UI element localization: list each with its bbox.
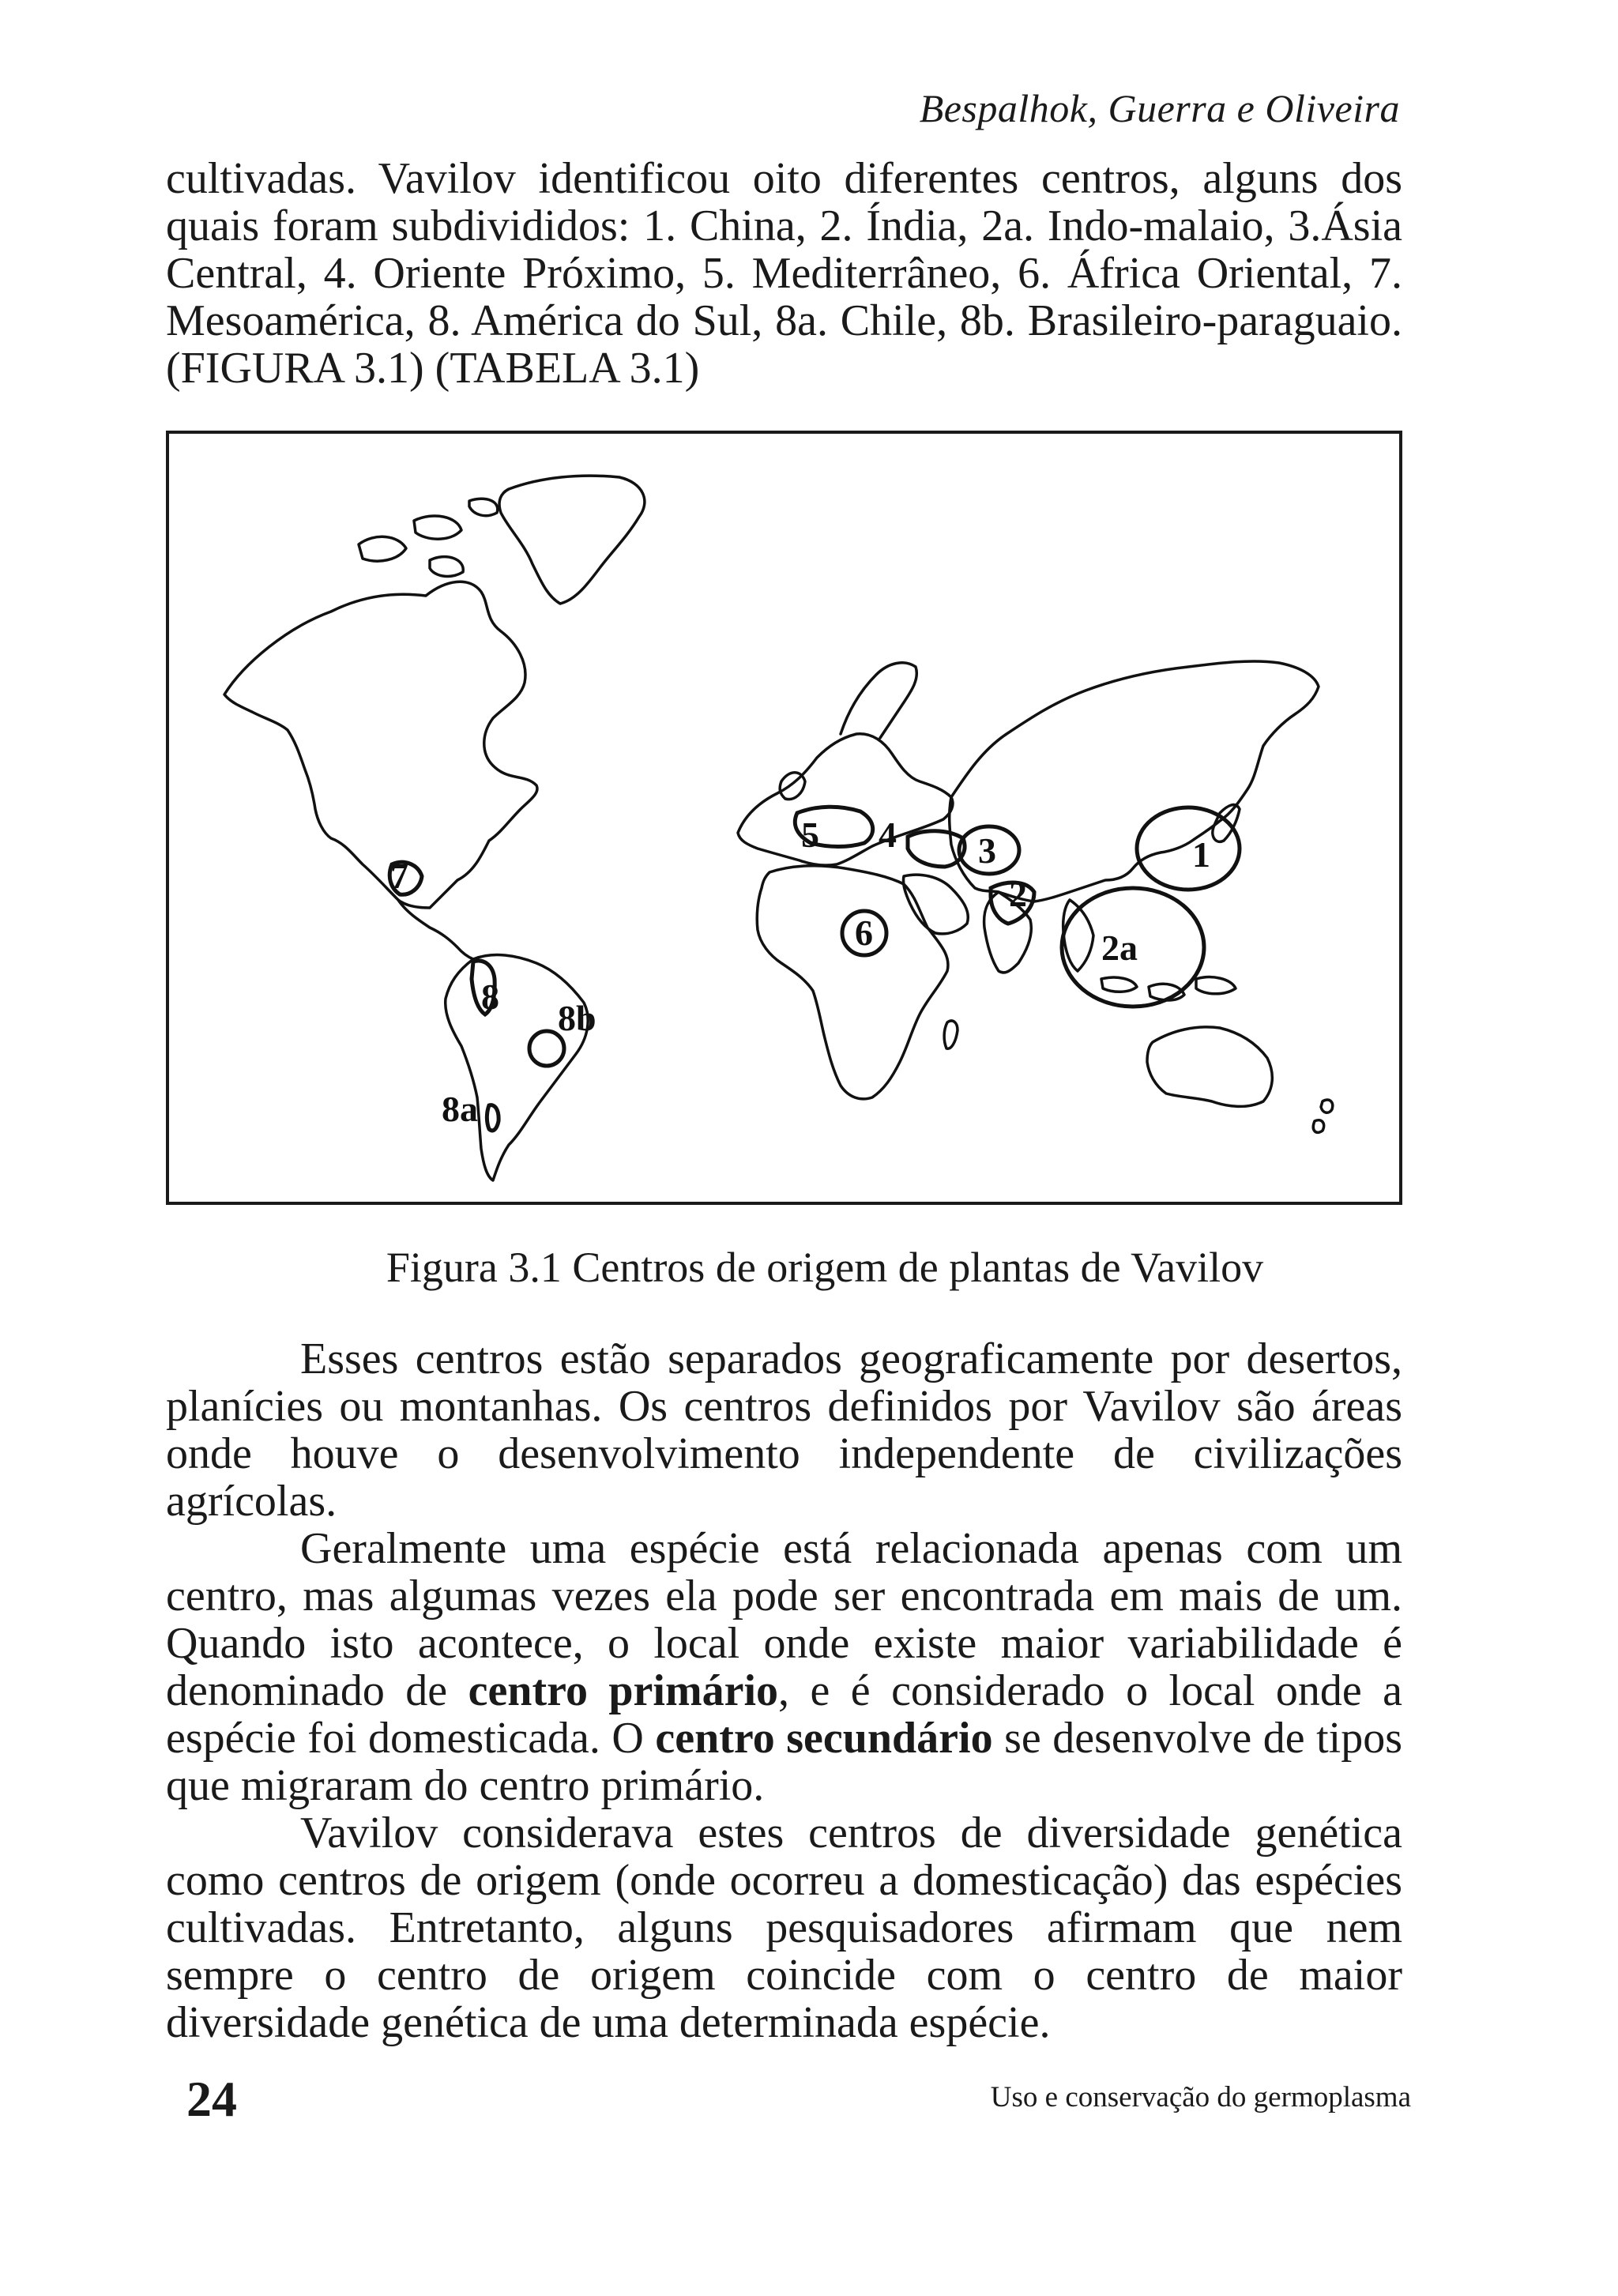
- running-head: Bespalhok, Guerra e Oliveira: [919, 86, 1400, 130]
- footer-book-title: Uso e conservação do germoplasma: [990, 2081, 1411, 2113]
- australia-outline: [1147, 1027, 1272, 1107]
- body-text: [166, 1335, 1402, 2046]
- world-map: [169, 434, 1399, 1202]
- center-label-5: 5: [801, 815, 819, 855]
- center-label-1: 1: [1192, 834, 1210, 875]
- british-isles-outline: [780, 773, 805, 800]
- arabia-outline: [903, 875, 968, 934]
- term-centro-secundario: centro secundário: [655, 1714, 993, 1763]
- scandinavia-outline: [841, 663, 916, 738]
- figure-caption-text: Figura 3.1 Centros de origem de plantas de Vavilov: [386, 1244, 1264, 1291]
- term-centro-primario: centro primário: [468, 1666, 779, 1715]
- center-label-8a: 8a: [442, 1089, 478, 1129]
- south-america-outline: [446, 955, 588, 1180]
- paragraph-2-start: Geralmente uma espécie está relacionada apenas com um centro, mas algumas vezes ela pode ser encontrada em mais de um. Quando isto acontece, o local onde existe maior variabilidade é denominado de: [166, 1524, 1402, 1715]
- center-label-2a: 2a: [1101, 928, 1138, 968]
- new-zealand-outline: [1313, 1100, 1332, 1132]
- paragraph-2-end: se desenvolve de tipos que migraram do centro primário.: [166, 1714, 1402, 1810]
- greenland-outline: [499, 476, 645, 604]
- center-label-3: 3: [978, 830, 996, 871]
- madagascar-outline: [944, 1021, 958, 1048]
- intro-text: cultivadas. Vavilov identificou oito diferentes centros, alguns dos quais foram subdivididos: 1. China, 2. Índia, 2a. Indo-malaio, 3.Ásia Central, 4. Oriente Próximo, 5. Mediterrâneo, 6. África Oriental, 7. Mesoamérica, 8. América do Sul, 8a. Chile, 8b. Brasileiro-paraguaio. (FIGURA 3.1) (TABELA 3.1): [166, 154, 1402, 393]
- center-label-2: 2: [1009, 874, 1027, 914]
- paragraph-1: Esses centros estão separados geograficamente por desertos, planícies ou montanhas. Os centros definidos por Vavilov são áreas onde houve o desenvolvimento independente de civilizações agrícolas.: [166, 1334, 1402, 1526]
- world-map-figure: [166, 431, 1402, 1205]
- center-label-6: 6: [855, 913, 873, 953]
- paragraph-2-mid: , e é considerado o local onde a espécie foi domesticada. O: [166, 1666, 1402, 1763]
- center-label-8: 8: [481, 977, 499, 1017]
- central-america-outline: [398, 900, 473, 959]
- page-number: 24: [186, 2071, 237, 2127]
- center-4-region: [908, 831, 965, 867]
- center-1-region: [1137, 807, 1240, 890]
- center-8a-region: [487, 1105, 499, 1131]
- paragraph-2: [166, 1525, 1402, 1809]
- center-label-8b: 8b: [558, 998, 596, 1038]
- intro-paragraph: [166, 155, 1402, 392]
- asia-outline: [950, 661, 1319, 901]
- paragraph-3: Vavilov considerava estes centros de diversidade genética como centros de origem (onde ocorreu a domesticação) das espécies cultivadas. Entretanto, alguns pesquisadores afirmam que nem sempre o centro de origem coincide com o centro de maior diversidade genética de uma determinada espécie.: [166, 1809, 1402, 2047]
- arctic-islands-outline: [359, 499, 498, 576]
- figure-caption: [0, 1243, 1618, 1292]
- north-america-outline: [224, 582, 537, 908]
- africa-outline: [757, 866, 948, 1099]
- center-label-4: 4: [879, 815, 897, 855]
- center-label-7: 7: [390, 856, 408, 896]
